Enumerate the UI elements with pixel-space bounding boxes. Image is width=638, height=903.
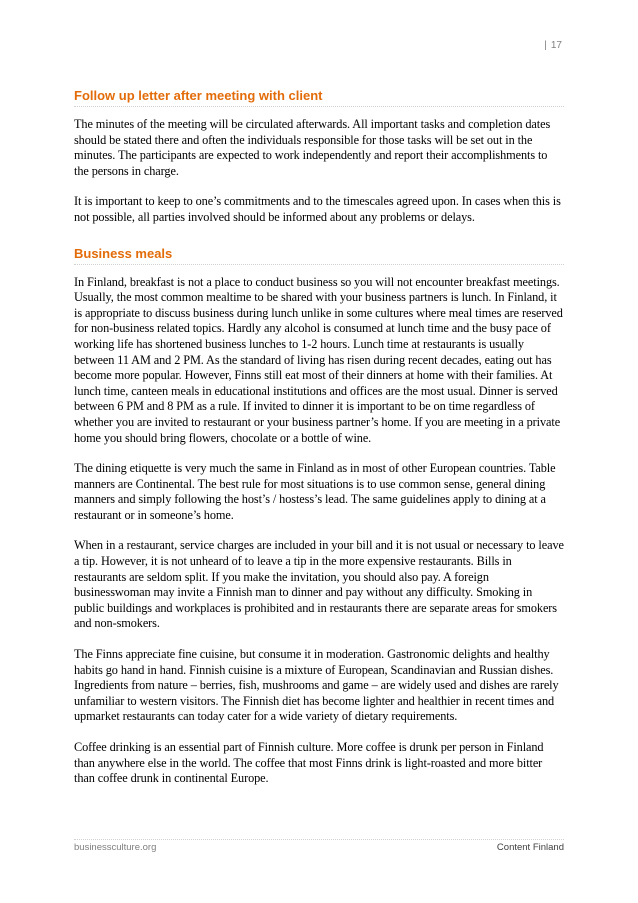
paragraph: In Finland, breakfast is not a place to conduct business so you will not encounter breakfast meetings. Usually, the most common mealtime to be shared with your business partners is lunch. In Finland, it is appropriate to discuss business during lunch unlike in some cultures where meal times are reserved for non-business related topics. Hardly any alcohol is consumed at lunch time and the busy pace of working life has shortened business lunches to 1-2 hours. Lunch time at restaurants is usually between 11 AM and 2 PM. As the standard of living has risen during recent decades, eating out has become more popular. However, Finns still eat most of their dinners at home with their families. At lunch time, canteen meals in educational institutions and offices are the most usual. Dinner is served between 6 PM and 8 PM as a rule. If invited to dinner it is important to be on time regardless of whether you are invited to restaurant or your business partner’s home. If you are meeting in a private home you should bring flowers, chocolate or a bottle of wine. [74,274,563,445]
page-footer [74,839,564,853]
page-content [74,88,564,802]
section-heading-follow-up: Follow up letter after meeting with client [74,88,564,107]
page-number-divider: | [544,40,547,51]
paragraph: The minutes of the meeting will be circulated afterwards. All important tasks and completion dates should be stated there and often the individuals responsible for those tasks will be set out in the minutes. The participants are expected to work independently and report their accomplishments to the persons in charge. [74,117,551,178]
section-heading-business-meals: Business meals [74,246,564,265]
paragraph: When in a restaurant, service charges are included in your bill and it is not usual or necessary to leave a tip. However, it is not unheard of to leave a tip in the more expensive restaurants. Bills in restaurants are seldom split. If you make the invitation, you should also pay. A foreign businesswoman may invite a Finnish man to dinner and pay without any difficulty. Smoking in public buildings and workplaces is prohibited and in restaurants there are separate areas for smokers and non-smokers. [74,538,564,631]
paragraph: The dining etiquette is very much the same in Finland as in most of other European countries. Table manners are Continental. The best rule for most situations is to use common sense, general dining manners and simply following the host’s / hostess’s lead. The same guidelines apply to dining at a restaurant or in someone’s home. [74,461,556,522]
footer-website: businessculture.org [74,842,157,853]
paragraph: Coffee drinking is an essential part of Finnish culture. More coffee is drunk per person in Finland than anywhere else in the world. The coffee that most Finns drink is light-roasted and more bitter than coffee drunk in continental Europe. [74,740,544,786]
page-number-value: 17 [550,40,562,51]
paragraph: It is important to keep to one’s commitments and to the timescales agreed upon. In cases when this is not possible, all parties involved should be informed about any problems or delays. [74,194,561,224]
paragraph: The Finns appreciate fine cuisine, but consume it in moderation. Gastronomic delights and healthy habits go hand in hand. Finnish cuisine is a mixture of European, Scandinavian and Russian dishes. Ingredients from nature – berries, fish, mushrooms and game – are widely used and dishes are rarely unfamiliar to western visitors. The Finnish diet has become lighter and healthier in recent times and upmarket restaurants can today cater for a wide variety of dietary requirements. [74,647,559,724]
page-number [544,40,562,51]
footer-section-title: Content Finland [496,842,564,853]
